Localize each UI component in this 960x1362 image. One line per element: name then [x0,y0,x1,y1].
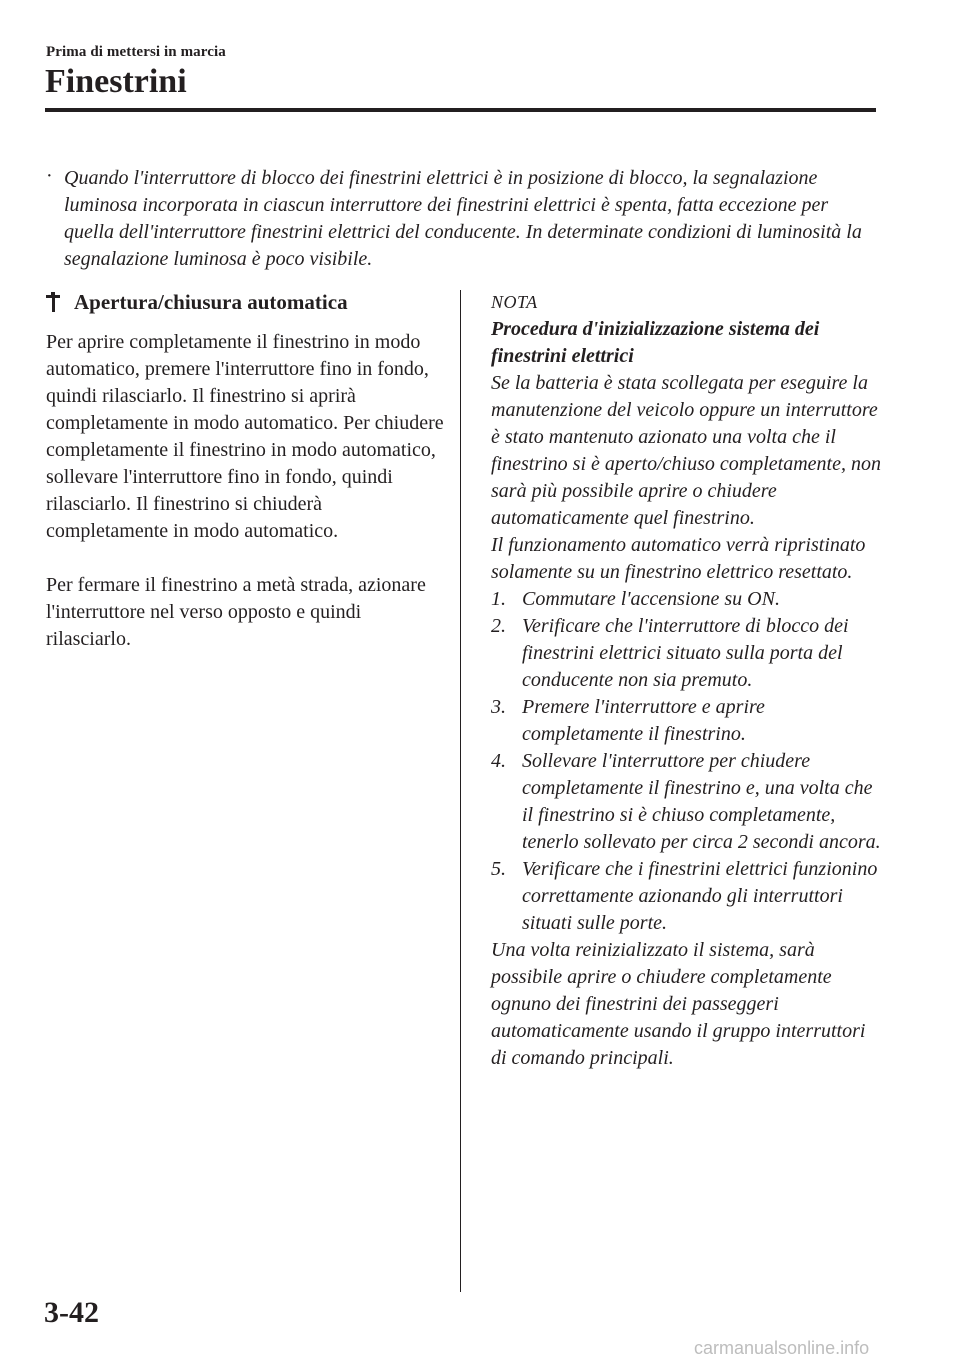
steps-list [491,586,881,937]
list-item [491,586,881,613]
list-item [491,613,881,694]
page-title: Finestrini [45,63,187,100]
nota-label: NOTA [491,292,538,312]
title-rule [45,108,876,112]
paragraph: Per aprire completamente il finestrino in modo automatico, premere l'interruttore fino in fondo, quindi rilasciarlo. Il finestrino si aprirà completamente in modo automatico. Per chiudere completamente il finestrino in modo automatico, sollevare l'interruttore fino in fondo, quindi rilasciarlo. Il finestrino si chiuderà completamente in modo automatico. [46,331,444,542]
step-number: 1. [491,588,506,610]
list-item [491,748,881,856]
step-number: 2. [491,615,506,637]
step-text: Sollevare l'interruttore per chiudere completamente il finestrino e, una volta che il finestrino si è chiuso completamente, tenerlo sollevato per circa 2 secondi ancora. [522,750,881,853]
watermark: carmanualsonline.info [694,1338,870,1358]
section-heading-text: Apertura/chiusura automatica [74,290,348,314]
step-number: 3. [491,696,506,718]
right-column [491,289,881,1072]
section-marker-icon [46,292,60,312]
top-note [46,165,876,273]
top-note-text: Quando l'interruttore di blocco dei finestrini elettrici è in posizione di blocco, la segnalazione luminosa incorporata in ciascun interruttore dei finestrini elettrici è spenta, fatta eccezione per quella dell'interruttore finestrini elettrici del conducente. In determinate condizioni di luminosità la segnalazione luminosa è poco visibile. [64,167,862,270]
paragraph: Per fermare il finestrino a metà strada, azionare l'interruttore nel verso opposto e quindi rilasciarlo. [46,574,426,650]
nota-intro-2: Il funzionamento automatico verrà ripristinato solamente su un finestrino elettrico resettato. [491,534,866,583]
section-heading [46,288,446,316]
step-text: Verificare che i finestrini elettrici funzionino correttamente azionando gli interruttori situati sulle porte. [522,858,878,934]
nota-intro: Se la batteria è stata scollegata per eseguire la manutenzione del veicolo oppure un interruttore è stato mantenuto azionato una volta che il finestrino si è aperto/chiuso completamente, non sarà più possibile aprire o chiudere automaticamente quel finestrino. [491,372,881,529]
step-number: 4. [491,750,506,772]
list-item [491,694,881,748]
column-divider [460,290,461,1292]
left-column [46,288,446,653]
nota-heading: Procedura d'inizializzazione sistema dei finestrini elettrici [491,318,820,367]
nota-outro: Una volta reinizializzato il sistema, sarà possibile aprire o chiudere completamente ognuno dei finestrini dei passeggeri automaticamente usando il gruppo interruttori di comando principali. [491,939,866,1069]
step-text: Premere l'interruttore e aprire completamente il finestrino. [522,696,765,745]
step-number: 5. [491,858,506,880]
section-label: Prima di mettersi in marcia [46,44,226,60]
step-text: Commutare l'accensione su ON. [522,588,780,610]
list-item [491,856,881,937]
bullet-dot: · [46,165,53,187]
step-text: Verificare che l'interruttore di blocco dei finestrini elettrici situato sulla porta del conducente non sia premuto. [522,615,849,691]
page-number: 3-42 [44,1296,99,1329]
